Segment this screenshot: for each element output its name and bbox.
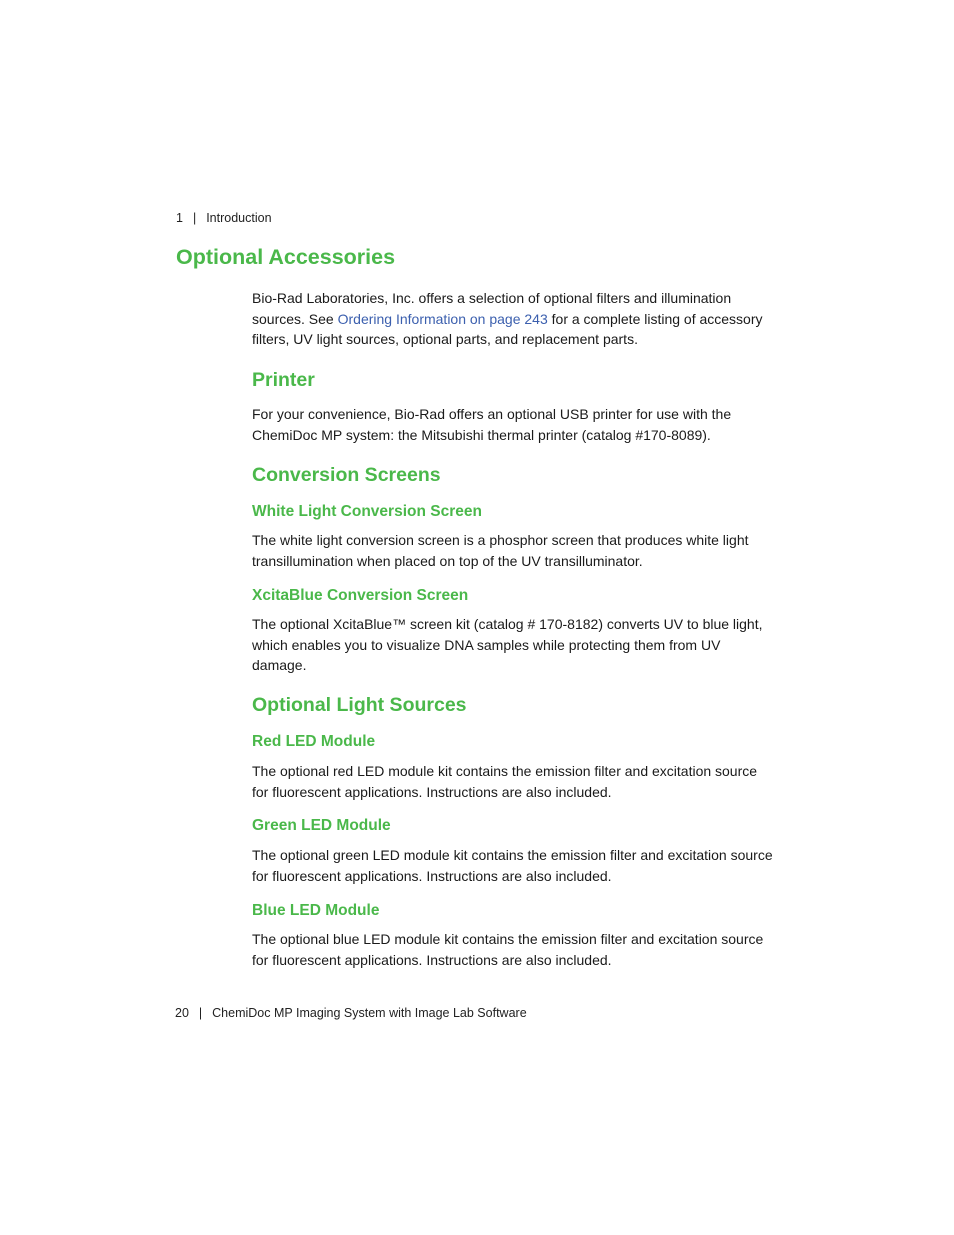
paragraph-red-led-module (252, 761, 782, 802)
paragraph-white-light-conversion-screen (252, 530, 782, 571)
heading-blue-led-module: Blue LED Module (252, 902, 380, 919)
text-line: The optional red LED module kit contains the emission filter and excitation source (252, 763, 758, 779)
running-footer (175, 1006, 527, 1020)
heading-red-led-module: Red LED Module (252, 733, 376, 750)
text-fragment: sources. See (252, 310, 338, 327)
paragraph-green-led-module (252, 845, 782, 886)
text-fragment: for a complete listing of accessory (547, 310, 763, 327)
text-line: ChemiDoc MP system: the Mitsubishi thermal printer (catalog #170-8089). (252, 426, 711, 443)
text-line: for fluorescent applications. Instructions are also included. (252, 867, 612, 884)
paragraph-blue-led-module (252, 929, 782, 970)
text-line: filters, UV light sources, optional parts, and replacement parts. (252, 331, 638, 347)
paragraph-optional-accessories (252, 288, 782, 350)
text-line: The optional blue LED module kit contains the emission filter and excitation source (252, 931, 764, 947)
footer-separator: | (198, 1006, 203, 1020)
heading-printer: Printer (252, 369, 315, 391)
paragraph-printer (252, 404, 782, 445)
page-number: 20 (175, 1006, 189, 1020)
text-line: which enables you to visualize DNA samples while protecting them from UV (252, 636, 721, 653)
heading-white-light-conversion-screen: White Light Conversion Screen (252, 503, 482, 520)
text-line: Bio-Rad Laboratories, Inc. offers a selection of optional filters and illumination (252, 290, 732, 306)
chapter-number: 1 (176, 211, 183, 225)
text-line: For your convenience, Bio-Rad offers an optional USB printer for use with the (252, 406, 732, 422)
text-line: The optional green LED module kit contains the emission filter and excitation source (252, 847, 773, 863)
heading-conversion-screens: Conversion Screens (252, 464, 441, 486)
text-line: The optional XcitaBlue™ screen kit (catalog # 170-8182) converts UV to blue light, (252, 616, 763, 632)
heading-xcitablue-conversion-screen: XcitaBlue Conversion Screen (252, 587, 469, 604)
ordering-information-link[interactable]: Ordering Information on page 243 (337, 310, 548, 327)
header-separator: | (192, 211, 197, 225)
text-line (252, 309, 782, 330)
chapter-title: Introduction (206, 211, 272, 225)
text-line: The white light conversion screen is a phosphor screen that produces white light (252, 532, 749, 548)
book-title: ChemiDoc MP Imaging System with Image Lab Software (212, 1006, 527, 1020)
paragraph-xcitablue-conversion-screen (252, 614, 782, 676)
heading-optional-accessories: Optional Accessories (176, 245, 396, 269)
text-line: damage. (252, 657, 307, 673)
text-line: for fluorescent applications. Instructions are also included. (252, 951, 612, 968)
text-line: transillumination when placed on top of the UV transilluminator. (252, 552, 643, 569)
heading-optional-light-sources: Optional Light Sources (252, 694, 467, 716)
text-line: for fluorescent applications. Instructions are also included. (252, 783, 612, 800)
running-header (176, 211, 272, 225)
heading-green-led-module: Green LED Module (252, 817, 391, 834)
